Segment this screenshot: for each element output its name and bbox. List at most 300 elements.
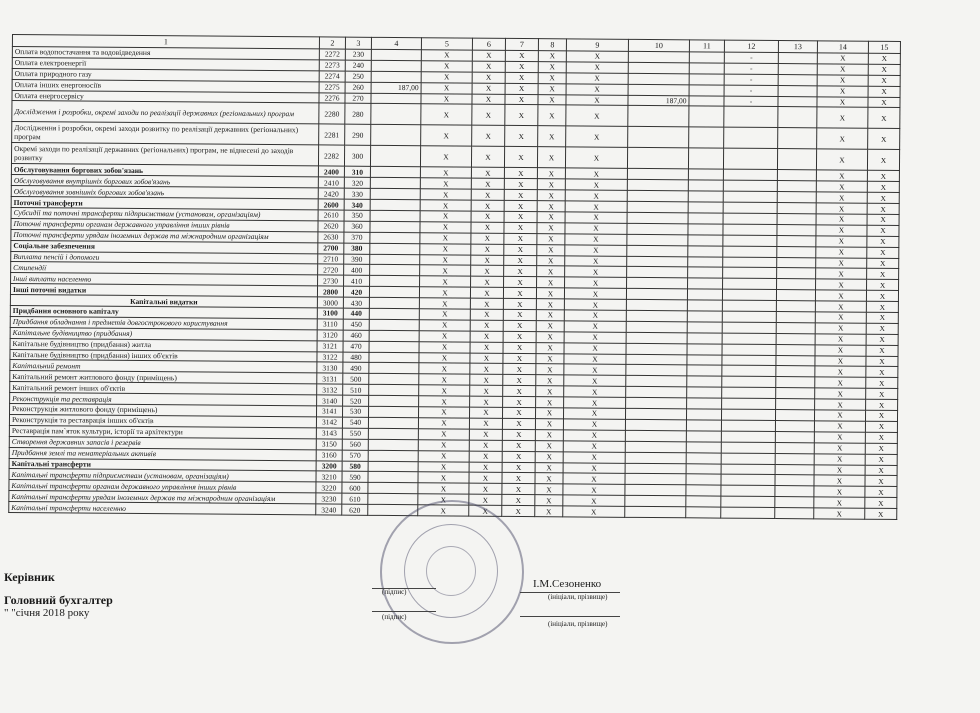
row-label: Обслуговування боргових зобов'язань: [11, 164, 318, 177]
kekv-code: 2710: [318, 253, 344, 264]
table-cell: X: [817, 96, 868, 107]
kekv-code: 3220: [316, 482, 342, 493]
head-label: Керівник: [4, 570, 55, 584]
amount-cell: [626, 299, 687, 310]
table-cell: X: [503, 375, 536, 386]
table-cell: X: [472, 126, 505, 147]
table-cell: X: [419, 385, 470, 396]
table-cell: -: [724, 52, 778, 63]
amount-cell: [369, 385, 419, 396]
table-cell: X: [538, 105, 566, 126]
table-cell: [775, 420, 814, 431]
table-cell: X: [565, 147, 627, 168]
table-cell: X: [535, 462, 563, 473]
table-cell: X: [505, 94, 538, 105]
table-cell: X: [566, 105, 628, 126]
row-label: Реставрація пам`яток культури, історії та архітектури: [9, 425, 316, 438]
table-cell: [724, 128, 778, 149]
row-code: 580: [342, 461, 368, 472]
table-cell: X: [471, 147, 504, 168]
row-code: 330: [344, 188, 370, 199]
row-label: Капітальне будівництво (придбання) інших об'єктів: [10, 349, 317, 362]
table-cell: X: [535, 440, 563, 451]
column-header-12: 12: [724, 40, 778, 52]
table-cell: X: [564, 353, 626, 364]
row-code: 230: [345, 49, 371, 60]
table-cell: X: [469, 440, 502, 451]
table-cell: X: [469, 407, 502, 418]
table-cell: [775, 508, 814, 519]
table-cell: X: [868, 86, 900, 97]
row-label: Поточні трансферти: [11, 197, 318, 210]
amount-cell: 187,00: [628, 95, 689, 106]
row-label: Інші поточні видатки: [10, 284, 317, 297]
table-cell: X: [564, 332, 626, 343]
table-cell: X: [538, 51, 566, 62]
table-cell: X: [565, 223, 627, 234]
table-cell: [686, 442, 721, 453]
table-cell: X: [418, 450, 469, 461]
amount-cell: [369, 341, 419, 352]
column-header-2: 2: [319, 37, 345, 49]
table-cell: [776, 322, 815, 333]
table-cell: X: [563, 495, 625, 506]
table-cell: [776, 388, 815, 399]
column-header-13: 13: [778, 41, 817, 53]
table-cell: X: [536, 299, 564, 310]
table-cell: X: [418, 483, 469, 494]
table-cell: X: [503, 331, 536, 342]
kekv-code: 2420: [318, 188, 344, 199]
kekv-code: 3141: [317, 406, 343, 417]
table-cell: X: [565, 277, 627, 288]
table-cell: X: [536, 375, 564, 386]
table-cell: X: [420, 265, 471, 276]
table-cell: [686, 485, 721, 496]
accountant-signature-line: [372, 611, 436, 612]
amount-cell: [628, 106, 689, 127]
table-cell: X: [503, 397, 536, 408]
row-code: 410: [344, 275, 370, 286]
column-header-1: 1: [12, 35, 319, 49]
amount-cell: [627, 212, 688, 223]
table-cell: X: [421, 82, 472, 93]
row-label: Обслуговування внутрішніх боргових зобов'язань: [11, 175, 318, 188]
table-cell: X: [502, 462, 535, 473]
kekv-code: 2275: [319, 82, 345, 93]
row-label: Капітальне будівництво (придбання): [10, 327, 317, 340]
table-cell: [777, 235, 816, 246]
table-cell: X: [504, 168, 537, 179]
table-cell: X: [503, 342, 536, 353]
table-cell: [722, 376, 776, 387]
amount-cell: [370, 221, 420, 232]
table-cell: X: [418, 407, 469, 418]
table-cell: X: [420, 222, 471, 233]
table-cell: X: [867, 269, 899, 280]
table-cell: [721, 485, 775, 496]
table-cell: [778, 85, 817, 96]
kekv-code: 2410: [318, 177, 344, 188]
table-cell: [722, 322, 776, 333]
table-cell: [688, 235, 723, 246]
table-cell: [723, 257, 777, 268]
amount-cell: [625, 474, 686, 485]
table-cell: [687, 322, 722, 333]
table-cell: [686, 431, 721, 442]
table-cell: [778, 63, 817, 74]
table-cell: X: [504, 179, 537, 190]
head-initials-caption: (ініціали, прізвище): [548, 593, 608, 601]
table-cell: X: [472, 83, 505, 94]
kekv-code: 2274: [319, 71, 345, 82]
table-cell: X: [814, 410, 865, 421]
table-cell: [777, 214, 816, 225]
table-cell: X: [867, 182, 899, 193]
kekv-code: 3130: [317, 362, 343, 373]
row-label: Реконструкція житлового фонду (приміщень): [10, 404, 317, 417]
table-cell: X: [535, 484, 563, 495]
table-cell: X: [536, 331, 564, 342]
table-cell: X: [471, 222, 504, 233]
table-cell: [777, 181, 816, 192]
table-cell: X: [419, 309, 470, 320]
table-cell: X: [470, 309, 503, 320]
column-header-7: 7: [505, 38, 538, 50]
row-label: Стипендії: [11, 262, 318, 275]
kekv-code: 3142: [316, 417, 342, 428]
amount-cell: [370, 189, 420, 200]
signature-footer: [0, 566, 980, 713]
amount-cell: [370, 276, 420, 287]
row-label: Інші виплати населенню: [11, 273, 318, 286]
column-header-10: 10: [628, 39, 689, 51]
table-cell: [778, 128, 817, 149]
table-cell: X: [418, 494, 469, 505]
table-cell: X: [564, 375, 626, 386]
table-cell: X: [502, 451, 535, 462]
row-code: 340: [344, 199, 370, 210]
row-code: 280: [345, 104, 371, 125]
amount-cell: [626, 354, 687, 365]
amount-cell: [628, 73, 689, 84]
table-cell: X: [502, 429, 535, 440]
row-code: 350: [344, 210, 370, 221]
table-cell: X: [566, 62, 628, 73]
row-label: Реконструкція та реставрація: [10, 393, 317, 406]
table-body: [9, 47, 901, 520]
amount-cell: [368, 450, 418, 461]
kekv-code: 2273: [319, 60, 345, 71]
table-cell: X: [817, 128, 868, 149]
row-label: Придбання основного капіталу: [10, 306, 317, 319]
row-code: 610: [342, 493, 368, 504]
table-cell: X: [565, 234, 627, 245]
table-cell: [721, 431, 775, 442]
table-cell: X: [421, 50, 472, 61]
row-label: Капітальний ремонт: [10, 360, 317, 373]
table-cell: [688, 191, 723, 202]
row-label: Дослідження і розробки, окремі заходи розвитку по реалізації державних (регіональних) програм: [12, 122, 319, 145]
table-cell: [722, 311, 776, 322]
table-cell: X: [472, 94, 505, 105]
table-cell: X: [867, 280, 899, 291]
row-code: 520: [343, 395, 369, 406]
amount-cell: [370, 254, 420, 265]
table-cell: X: [419, 396, 470, 407]
amount-cell: [627, 191, 688, 202]
table-cell: X: [865, 476, 897, 487]
table-cell: X: [421, 93, 472, 104]
table-cell: X: [420, 178, 471, 189]
row-label: Обслуговування зовнішніх боргових зобов'язань: [11, 186, 318, 199]
table-cell: [721, 496, 775, 507]
table-cell: X: [538, 83, 566, 94]
table-cell: X: [470, 353, 503, 364]
table-cell: X: [815, 334, 866, 345]
table-cell: [689, 106, 724, 127]
amount-cell: [626, 332, 687, 343]
table-cell: X: [470, 342, 503, 353]
kekv-code: 2730: [318, 275, 344, 286]
table-cell: X: [469, 472, 502, 483]
row-code: 320: [344, 177, 370, 188]
table-cell: X: [502, 407, 535, 418]
table-cell: X: [421, 61, 472, 72]
table-cell: [777, 224, 816, 235]
amount-cell: [370, 210, 420, 221]
kekv-code: 3110: [317, 319, 343, 330]
amount-cell: [368, 461, 418, 472]
table-cell: X: [563, 408, 625, 419]
row-label: Придбання обладнання і предметів довгострокового користування: [10, 316, 317, 329]
table-cell: X: [470, 298, 503, 309]
table-cell: X: [814, 432, 865, 443]
table-cell: [775, 453, 814, 464]
table-cell: X: [502, 495, 535, 506]
table-cell: X: [815, 366, 866, 377]
table-cell: [689, 52, 724, 63]
table-cell: X: [814, 443, 865, 454]
table-cell: X: [505, 50, 538, 61]
table-cell: [778, 74, 817, 85]
table-cell: X: [470, 331, 503, 342]
table-cell: X: [418, 505, 469, 516]
table-cell: X: [866, 334, 898, 345]
table-cell: X: [471, 178, 504, 189]
table-cell: X: [419, 320, 470, 331]
table-cell: X: [537, 147, 565, 168]
table-cell: [688, 256, 723, 267]
row-code: 450: [343, 319, 369, 330]
row-label: Оплата електроенергії: [12, 57, 319, 70]
table-cell: X: [535, 429, 563, 440]
table-cell: X: [536, 288, 564, 299]
table-cell: X: [471, 255, 504, 266]
table-cell: [777, 192, 816, 203]
row-code: 300: [344, 146, 370, 167]
kekv-code: 3143: [316, 428, 342, 439]
amount-cell: [371, 104, 421, 125]
table-cell: X: [503, 309, 536, 320]
amount-cell: [627, 180, 688, 191]
table-cell: X: [564, 299, 626, 310]
column-header-8: 8: [538, 39, 566, 51]
table-cell: [686, 452, 721, 463]
table-cell: [722, 398, 776, 409]
amount-cell: [625, 495, 686, 506]
table-cell: X: [868, 75, 900, 86]
table-cell: [686, 507, 721, 518]
row-code: 500: [343, 373, 369, 384]
row-code: 390: [344, 254, 370, 265]
row-code: 430: [343, 297, 369, 308]
amount-cell: [369, 319, 419, 330]
table-cell: [689, 63, 724, 74]
table-cell: [687, 344, 722, 355]
table-cell: X: [504, 233, 537, 244]
table-cell: [723, 170, 777, 181]
table-cell: [686, 420, 721, 431]
table-cell: X: [815, 301, 866, 312]
table-cell: [776, 366, 815, 377]
table-cell: [723, 235, 777, 246]
kekv-code: 3200: [316, 460, 342, 471]
table-cell: [776, 355, 815, 366]
accountant-name-line: [520, 616, 620, 617]
table-cell: [689, 84, 724, 95]
column-header-15: 15: [868, 41, 900, 53]
table-cell: [688, 224, 723, 235]
amount-cell: [370, 146, 420, 167]
table-cell: X: [865, 486, 897, 497]
row-code: 460: [343, 330, 369, 341]
row-code: 550: [342, 428, 368, 439]
row-label: Капітальний ремонт інших об'єктів: [10, 382, 317, 395]
table-cell: [721, 442, 775, 453]
amount-cell: [369, 406, 419, 417]
kekv-code: 3230: [316, 493, 342, 504]
table-cell: X: [502, 505, 535, 516]
amount-cell: [369, 297, 419, 308]
table-cell: X: [817, 75, 868, 86]
table-cell: X: [469, 451, 502, 462]
kekv-code: 2800: [317, 286, 343, 297]
table-cell: X: [563, 462, 625, 473]
table-cell: X: [471, 233, 504, 244]
row-code: 560: [342, 439, 368, 450]
table-cell: [723, 224, 777, 235]
table-cell: X: [472, 105, 505, 126]
amount-cell: [371, 93, 421, 104]
amount-cell: [625, 430, 686, 441]
head-signature-caption: (підпис): [382, 588, 407, 596]
row-code: 270: [345, 93, 371, 104]
table-cell: X: [816, 257, 867, 268]
table-cell: [777, 203, 816, 214]
amount-cell: [626, 376, 687, 387]
row-code: 490: [343, 363, 369, 374]
amount-cell: [625, 506, 686, 517]
table-cell: X: [505, 83, 538, 94]
kekv-code: 2400: [318, 166, 344, 177]
amount-cell: [627, 201, 688, 212]
amount-cell: [368, 439, 418, 450]
amount-cell: [627, 278, 688, 289]
table-cell: [687, 354, 722, 365]
amount-cell: [369, 330, 419, 341]
table-cell: X: [816, 170, 867, 181]
amount-cell: [368, 472, 418, 483]
table-cell: X: [866, 367, 898, 378]
table-cell: X: [865, 508, 897, 519]
table-cell: X: [563, 506, 625, 517]
expenditure-table: [8, 34, 901, 520]
table-cell: [686, 474, 721, 485]
table-cell: X: [817, 85, 868, 96]
kekv-code: 3240: [316, 504, 342, 515]
table-cell: X: [537, 223, 565, 234]
table-cell: X: [817, 107, 868, 128]
row-label: Поточні трансферти органам державного управління інших рівнів: [11, 218, 318, 231]
table-cell: X: [815, 355, 866, 366]
amount-cell: [370, 178, 420, 189]
table-cell: X: [537, 201, 565, 212]
amount-cell: [625, 452, 686, 463]
table-cell: X: [472, 61, 505, 72]
table-cell: X: [469, 462, 502, 473]
table-cell: X: [538, 126, 566, 147]
accountant-initials-caption: (ініціали, прізвище): [548, 620, 608, 628]
table-cell: X: [471, 211, 504, 222]
table-cell: X: [535, 451, 563, 462]
row-label: Капітальні трансферти населенню: [9, 502, 316, 515]
table-cell: X: [471, 200, 504, 211]
table-cell: X: [867, 171, 899, 182]
table-cell: [687, 398, 722, 409]
table-cell: X: [867, 192, 899, 203]
report-sheet: [11, 34, 900, 519]
table-cell: [721, 474, 775, 485]
table-cell: [775, 442, 814, 453]
date-text: " "січня 2018 року: [4, 607, 90, 619]
row-label: Дослідження і розробки, окремі заходи по реалізації державних (регіональних) програм: [12, 101, 319, 124]
table-cell: X: [536, 397, 564, 408]
table-cell: X: [504, 190, 537, 201]
amount-cell: [626, 289, 687, 300]
column-header-6: 6: [472, 38, 505, 50]
amount-cell: [368, 493, 418, 504]
table-cell: X: [535, 408, 563, 419]
table-cell: X: [865, 454, 897, 465]
table-cell: X: [565, 179, 627, 190]
table-cell: X: [868, 53, 900, 64]
table-cell: X: [816, 214, 867, 225]
table-cell: X: [867, 225, 899, 236]
table-cell: [686, 409, 721, 420]
table-cell: X: [469, 418, 502, 429]
row-code: 360: [344, 221, 370, 232]
amount-cell: [369, 395, 419, 406]
table-cell: X: [868, 97, 900, 108]
table-cell: X: [563, 484, 625, 495]
table-cell: X: [866, 312, 898, 323]
table-cell: X: [816, 203, 867, 214]
table-cell: X: [504, 147, 537, 168]
table-cell: X: [505, 126, 538, 147]
table-cell: [723, 278, 777, 289]
table-cell: X: [537, 179, 565, 190]
